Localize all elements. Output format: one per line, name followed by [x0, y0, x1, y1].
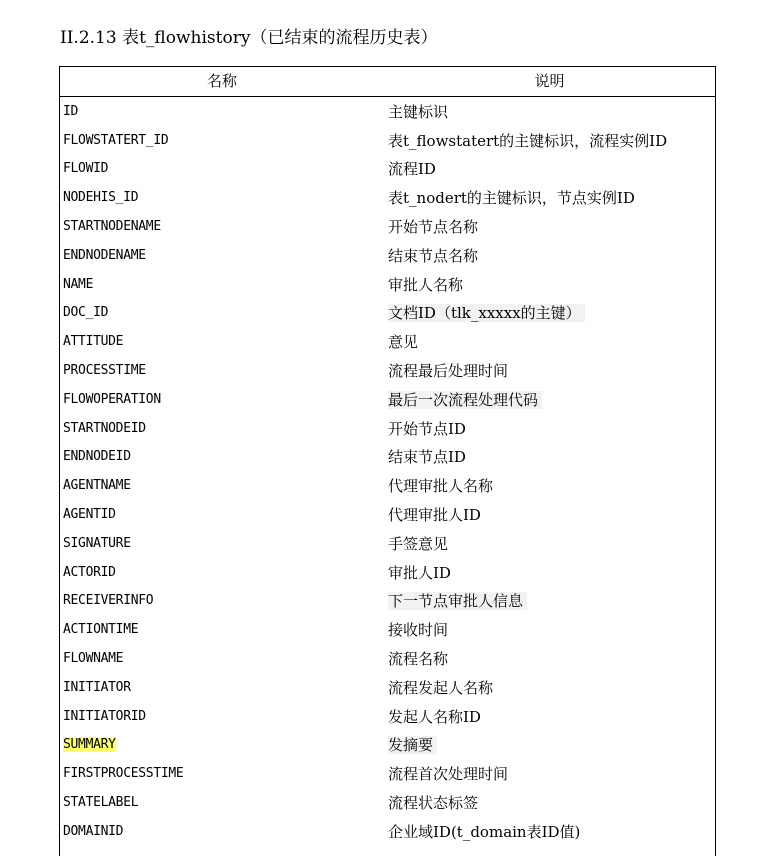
field-description-cell	[384, 706, 715, 727]
field-name-text: SUMMARY	[63, 737, 116, 753]
field-name-text: FIRSTPROCESSTIME	[63, 766, 184, 782]
field-name-cell	[60, 795, 384, 810]
field-name-cell	[60, 190, 384, 205]
field-name-cell	[60, 737, 384, 752]
field-description-cell	[384, 648, 715, 669]
section-heading: II.2.13 表t_flowhistory（已结束的流程历史表）	[60, 28, 438, 48]
field-table	[59, 66, 716, 856]
field-description-text: 流程最后处理时间	[388, 362, 509, 381]
table-body	[60, 97, 715, 846]
field-name-text: SIGNATURE	[63, 535, 131, 551]
field-name-text: STARTNODENAME	[63, 219, 161, 235]
field-name-cell	[60, 622, 384, 637]
field-name-cell	[60, 219, 384, 234]
field-name-cell	[60, 651, 384, 666]
table-row	[60, 558, 715, 587]
field-description-text: 流程状态标签	[388, 794, 479, 813]
field-description-text: 文档ID（tlk_xxxxx的主键）	[388, 304, 585, 322]
field-name-cell	[60, 507, 384, 522]
table-row	[60, 702, 715, 731]
field-name-text: FLOWSTATERT_ID	[63, 132, 169, 148]
field-description-text: 流程名称	[388, 650, 449, 669]
table-row	[60, 673, 715, 702]
field-description-cell	[384, 533, 715, 554]
table-row	[60, 644, 715, 673]
field-description-cell	[384, 792, 715, 813]
field-description-text: 代理审批人ID	[388, 506, 481, 525]
field-name-text: ATTITUDE	[63, 334, 124, 350]
table-row	[60, 385, 715, 414]
field-name-cell	[60, 363, 384, 378]
field-description-cell	[384, 821, 715, 842]
table-row	[60, 270, 715, 299]
table-row	[60, 299, 715, 328]
field-description-cell	[384, 274, 715, 295]
table-row	[60, 615, 715, 644]
field-name-text: ACTORID	[63, 564, 116, 580]
field-name-text: ENDNODEID	[63, 449, 131, 465]
field-description-text: 开始节点ID	[388, 419, 466, 438]
field-name-cell	[60, 680, 384, 695]
field-name-text: STARTNODEID	[63, 420, 146, 436]
field-description-text: 流程发起人名称	[388, 678, 494, 697]
field-name-text: FLOWNAME	[63, 651, 124, 667]
table-row	[60, 126, 715, 155]
field-name-text: ENDNODENAME	[63, 247, 146, 263]
field-name-cell	[60, 593, 384, 608]
field-description-text: 流程ID	[388, 160, 436, 179]
table-row	[60, 212, 715, 241]
field-name-cell	[60, 104, 384, 119]
table-row	[60, 471, 715, 500]
table-row	[60, 414, 715, 443]
table-header-row	[60, 67, 715, 97]
table-row	[60, 356, 715, 385]
field-name-cell	[60, 305, 384, 320]
field-name-cell	[60, 161, 384, 176]
table-row	[60, 327, 715, 356]
field-name-text: AGENTNAME	[63, 478, 131, 494]
field-description-cell	[384, 446, 715, 467]
field-description-text: 流程首次处理时间	[388, 765, 509, 784]
field-description-cell	[384, 130, 715, 151]
table-row	[60, 155, 715, 184]
column-header-description: 说明	[534, 72, 565, 90]
field-description-text: 表t_flowstatert的主键标识，流程实例ID	[388, 131, 668, 150]
table-row	[60, 97, 715, 126]
field-name-cell	[60, 478, 384, 493]
field-description-cell	[384, 389, 715, 410]
table-row	[60, 183, 715, 212]
field-description-cell	[384, 187, 715, 208]
table-row	[60, 529, 715, 558]
field-name-cell	[60, 277, 384, 292]
field-name-text: FLOWOPERATION	[63, 391, 161, 407]
field-name-cell	[60, 392, 384, 407]
field-description-cell	[384, 763, 715, 784]
field-description-text: 发摘要	[388, 736, 437, 754]
field-name-text: DOC_ID	[63, 305, 109, 321]
table-row	[60, 759, 715, 788]
field-description-cell	[384, 475, 715, 496]
table-row	[60, 817, 715, 846]
field-name-text: INITIATORID	[63, 708, 146, 724]
field-name-text: ACTIONTIME	[63, 622, 139, 638]
field-name-cell	[60, 334, 384, 349]
field-description-cell	[384, 734, 715, 755]
field-name-text: NODEHIS_ID	[63, 190, 139, 206]
field-name-cell	[60, 565, 384, 580]
field-description-cell	[384, 158, 715, 179]
table-row	[60, 788, 715, 817]
field-name-text: AGENTID	[63, 507, 116, 523]
table-row	[60, 731, 715, 760]
field-name-text: RECEIVERINFO	[63, 593, 154, 609]
field-description-text: 手签意见	[388, 534, 449, 553]
field-description-text: 结束节点ID	[388, 448, 466, 467]
field-description-cell	[384, 360, 715, 381]
field-description-text: 意见	[388, 333, 419, 352]
field-description-cell	[384, 504, 715, 525]
table-row	[60, 443, 715, 472]
field-name-text: INITIATOR	[63, 679, 131, 695]
field-name-text: NAME	[63, 276, 94, 292]
field-name-cell	[60, 133, 384, 148]
field-description-text: 下一节点审批人信息	[388, 592, 527, 610]
table-row	[60, 500, 715, 529]
field-name-cell	[60, 421, 384, 436]
field-name-text: PROCESSTIME	[63, 363, 146, 379]
field-description-cell	[384, 677, 715, 698]
field-name-text: DOMAINID	[63, 823, 124, 839]
field-name-cell	[60, 536, 384, 551]
field-description-text: 审批人ID	[388, 563, 451, 582]
field-description-text: 开始节点名称	[388, 218, 479, 237]
field-name-cell	[60, 824, 384, 839]
field-description-cell	[384, 331, 715, 352]
field-description-text: 企业域ID(t_domain表ID值)	[388, 822, 581, 841]
field-description-text: 表t_nodert的主键标识，节点实例ID	[388, 189, 635, 208]
field-description-text: 最后一次流程处理代码	[388, 391, 542, 409]
column-header-name: 名称	[206, 72, 237, 90]
field-name-cell	[60, 449, 384, 464]
field-description-text: 审批人名称	[388, 275, 464, 294]
field-name-cell	[60, 248, 384, 263]
field-description-text: 代理审批人名称	[388, 477, 494, 496]
field-description-text: 结束节点名称	[388, 246, 479, 265]
field-name-cell	[60, 709, 384, 724]
field-description-cell	[384, 216, 715, 237]
field-description-cell	[384, 302, 715, 323]
field-description-cell	[384, 562, 715, 583]
field-name-text: STATELABEL	[63, 795, 139, 811]
field-description-cell	[384, 418, 715, 439]
field-description-text: 发起人名称ID	[388, 707, 481, 726]
field-name-cell	[60, 766, 384, 781]
field-description-text: 接收时间	[388, 621, 449, 640]
field-description-cell	[384, 101, 715, 122]
field-description-cell	[384, 590, 715, 611]
field-description-cell	[384, 245, 715, 266]
table-row	[60, 587, 715, 616]
field-name-text: FLOWID	[63, 161, 109, 177]
field-description-cell	[384, 619, 715, 640]
table-row	[60, 241, 715, 270]
field-name-text: ID	[63, 103, 79, 119]
field-description-text: 主键标识	[388, 102, 449, 121]
